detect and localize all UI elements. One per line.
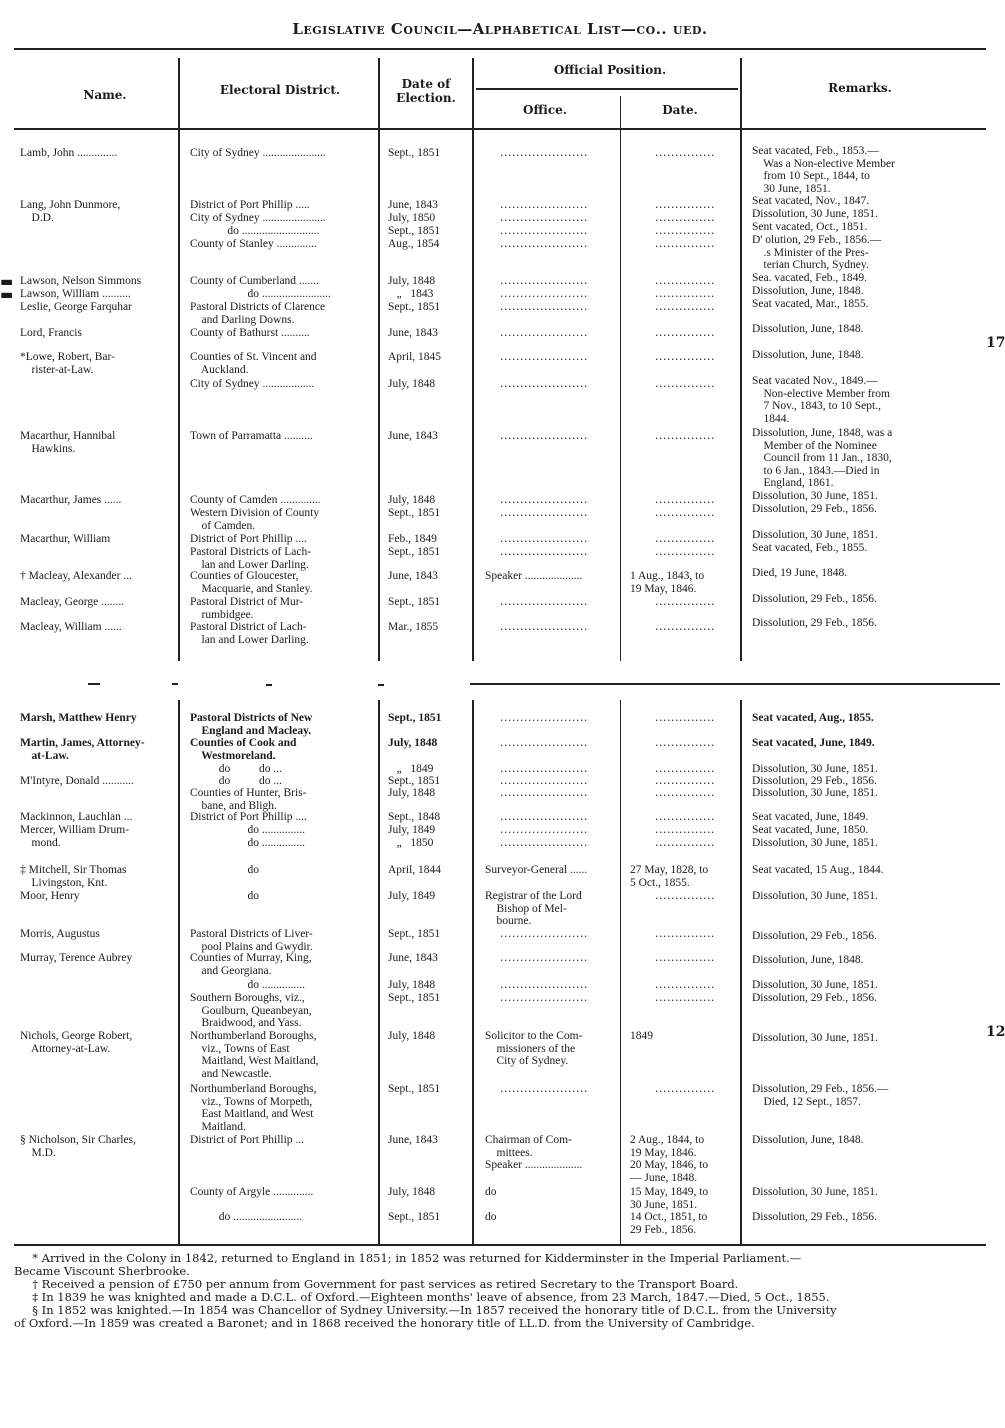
electoral-district: District of Port Phillip .... [190, 533, 307, 545]
remarks: Dissolution, June, 1848. [752, 349, 864, 361]
election-date: June, 1843 [388, 1134, 438, 1146]
member-name: Martin, James, Attorney- at-Law. [20, 737, 145, 762]
office-empty-dots: ...................... [500, 991, 588, 1004]
office-empty-dots: ...................... [500, 493, 588, 506]
member-name: Morris, Augustus [20, 928, 100, 940]
election-date: June, 1843 [388, 952, 438, 964]
date-empty-dots: ............... [655, 991, 715, 1004]
office-date: 27 May, 1828, to 5 Oct., 1855. [630, 864, 709, 889]
office-held: do [485, 1211, 497, 1223]
office-date: 2 Aug., 1844, to 19 May, 1846. 20 May, 1846, to — June, 1848. [630, 1134, 709, 1184]
footer-rule [14, 1244, 986, 1246]
footnote-line: † Received a pension of £750 per annum from Government for past services as retired Secretary to the Transport Board. [14, 1277, 739, 1291]
date-empty-dots: ............... [655, 620, 715, 633]
office-empty-dots: ...................... [500, 774, 588, 787]
office-empty-dots: ...................... [500, 836, 588, 849]
electoral-district: District of Port Phillip .... [190, 811, 307, 823]
electoral-district: Pastoral Districts of Clarence and Darling Downs. [190, 301, 326, 326]
office-empty-dots: ...................... [500, 146, 588, 159]
member-name: Lord, Francis [20, 327, 82, 339]
electoral-district: Counties of Gloucester, Macquarie, and Stanley. [190, 570, 313, 595]
electoral-district: Northumberland Boroughs, viz., Towns of Morpeth, East Maitland, and West Maitland. [190, 1083, 317, 1133]
member-name: *Lowe, Robert, Bar- rister-at-Law. [20, 351, 115, 376]
section-separator-dash-4 [378, 684, 384, 686]
electoral-district: Town of Parramatta .......... [190, 430, 313, 442]
electoral-district: County of Cumberland ....... [190, 275, 320, 287]
electoral-district: Counties of St. Vincent and Auckland. [190, 351, 317, 376]
remarks: Dissolution, June, 1848. [752, 323, 864, 335]
header-name: Name. [83, 88, 127, 102]
election-date: July, 1849 [388, 824, 436, 836]
member-name: Macarthur, William [20, 533, 111, 545]
election-date: July, 1848 [388, 787, 436, 799]
election-date: „ 1850 [388, 837, 434, 849]
office-empty-dots: ...................... [500, 429, 588, 442]
column-divider-election-2 [472, 700, 474, 1245]
remarks: Dissolution, 30 June, 1851. [752, 763, 878, 775]
remarks: Dissolution, 29 Feb., 1856. [752, 1211, 877, 1223]
date-empty-dots: ............... [655, 978, 715, 991]
electoral-district: do ............... [190, 979, 305, 991]
election-date: July, 1848 [388, 378, 436, 390]
date-empty-dots: ............... [655, 287, 715, 300]
date-empty-dots: ............... [655, 736, 715, 749]
office-empty-dots: ...................... [500, 545, 588, 558]
electoral-district: Pastoral District of Mur- rumbidgee. [190, 596, 304, 621]
date-empty-dots: ............... [655, 927, 715, 940]
date-empty-dots: ............... [655, 224, 715, 237]
remarks: Dissolution, 30 June, 1851. [752, 1032, 878, 1044]
column-divider-district [378, 58, 380, 661]
remarks: Dissolution, 30 June, 1851. [752, 208, 878, 220]
member-name: Lawson, Nelson Simmons [20, 275, 142, 287]
date-empty-dots: ............... [655, 350, 715, 363]
electoral-district: do do ... [190, 775, 282, 787]
election-date: Sept., 1851 [388, 775, 441, 787]
office-empty-dots: ...................... [500, 951, 588, 964]
electoral-district: do [190, 890, 259, 902]
remarks: Dissolution, June, 1848. [752, 285, 864, 297]
electoral-district: do [190, 864, 259, 876]
office-empty-dots: ...................... [500, 810, 588, 823]
office-empty-dots: ...................... [500, 823, 588, 836]
section-separator-dash-2 [172, 683, 178, 685]
election-date: Sept., 1851 [388, 596, 441, 608]
office-held: Speaker .................... [485, 570, 583, 582]
header-bottom-rule [14, 128, 986, 130]
date-empty-dots: ............... [655, 774, 715, 787]
election-date: Feb., 1849 [388, 533, 437, 545]
remarks: Dissolution, June, 1848. [752, 954, 864, 966]
office-empty-dots: ...................... [500, 350, 588, 363]
election-date: July, 1848 [388, 1030, 436, 1042]
election-date: June, 1843 [388, 570, 438, 582]
remarks: Dissolution, 30 June, 1851. [752, 1186, 878, 1198]
footnote-line: * Arrived in the Colony in 1842, returned to England in 1851; in 1852 was returned for Kidderminster in the Imperial Parliament.— [14, 1251, 802, 1265]
header-remarks: Remarks. [828, 81, 892, 95]
office-empty-dots: ...................... [500, 762, 588, 775]
member-name: § Nicholson, Sir Charles, M.D. [20, 1134, 136, 1159]
date-empty-dots: ............... [655, 493, 715, 506]
electoral-district: County of Bathurst .......... [190, 327, 310, 339]
date-empty-dots: ............... [655, 595, 715, 608]
electoral-district: District of Port Phillip ..... [190, 199, 310, 211]
office-held: do [485, 1186, 497, 1198]
date-empty-dots: ............... [655, 274, 715, 287]
office-empty-dots: ...................... [500, 978, 588, 991]
election-date: Sept., 1851 [388, 992, 441, 1004]
electoral-district: Pastoral Districts of Lach- lan and Lower Darling. [190, 546, 312, 571]
footnote-line: § In 1852 was knighted.—In 1854 was Chancellor of Sydney University.—In 1857 received the honorary title of D.C.L. from the University [14, 1303, 837, 1317]
date-empty-dots: ............... [655, 237, 715, 250]
electoral-district: District of Port Phillip ... [190, 1134, 305, 1146]
date-empty-dots: ............... [655, 786, 715, 799]
date-empty-dots: ............... [655, 836, 715, 849]
office-held: Chairman of Com- mittees. Speaker .................... [485, 1134, 583, 1172]
member-name: † Macleay, Alexander ... [20, 570, 132, 582]
electoral-district: Pastoral District of Lach- lan and Lower Darling. [190, 621, 309, 646]
election-date: June, 1843 [388, 199, 438, 211]
election-date: Sept., 1851 [388, 928, 441, 940]
remarks: Seat vacated, June, 1849. [752, 811, 869, 823]
remarks: Dissolution, 29 Feb., 1856. [752, 930, 877, 942]
header-office: Office. [523, 103, 567, 117]
remarks: Dissolution, 29 Feb., 1856.— Died, 12 Sept., 1857. [752, 1083, 889, 1108]
column-divider-office-2 [620, 700, 621, 1245]
office-date: 1 Aug., 1843, to 19 May, 1846. [630, 570, 705, 595]
election-date: April, 1845 [388, 351, 442, 363]
electoral-district: Counties of Cook and Westmoreland. [190, 737, 297, 762]
election-date: Sept., 1851 [388, 1211, 441, 1223]
member-name: Mercer, William Drum- mond. [20, 824, 130, 849]
office-empty-dots: ...................... [500, 595, 588, 608]
remarks: Seat vacated, Aug., 1855. [752, 712, 874, 724]
electoral-district: City of Sydney ...................... [190, 147, 326, 159]
election-date: April, 1844 [388, 864, 442, 876]
election-date: July, 1848 [388, 494, 436, 506]
header-top-rule [14, 48, 986, 50]
electoral-district: County of Argyle .............. [190, 1186, 314, 1198]
date-empty-dots: ............... [655, 300, 715, 313]
remarks: Dissolution, 29 Feb., 1856. [752, 992, 877, 1004]
office-empty-dots: ...................... [500, 711, 588, 724]
remarks: Dissolution, 30 June, 1851. [752, 490, 878, 502]
office-empty-dots: ...................... [500, 237, 588, 250]
section-separator-dash-1 [88, 683, 100, 685]
footnote-line: Became Viscount Sherbrooke. [14, 1264, 190, 1278]
remarks: Dissolution, 30 June, 1851. [752, 890, 878, 902]
column-divider-name-2 [178, 700, 180, 1245]
remarks: Seat vacated, 15 Aug., 1844. [752, 864, 884, 876]
electoral-district: Northumberland Boroughs, viz., Towns of East Maitland, West Maitland, and Newcastle. [190, 1030, 319, 1080]
date-empty-dots: ............... [655, 532, 715, 545]
remarks: Dissolution, 30 June, 1851. [752, 837, 878, 849]
column-divider-name [178, 58, 180, 661]
election-date: July, 1848 [388, 737, 438, 749]
date-empty-dots: ............... [655, 545, 715, 558]
margin-arrow-2: ▬ [0, 287, 14, 303]
office-empty-dots: ...................... [500, 274, 588, 287]
remarks: Dissolution, 29 Feb., 1856. [752, 593, 877, 605]
electoral-district: City of Sydney .................. [190, 378, 315, 390]
election-date: July, 1850 [388, 212, 436, 224]
election-date: June, 1843 [388, 327, 438, 339]
date-empty-dots: ............... [655, 377, 715, 390]
election-date: Sept., 1851 [388, 301, 441, 313]
electoral-district: Southern Boroughs, viz., Goulburn, Queanbeyan, Braidwood, and Yass. [190, 992, 312, 1030]
remarks: Dissolution, June, 1848, was a Member of the Nominee Council from 11 Jan., 1830, to 6 Jan., 1843.—Died in England, 1861. [752, 427, 893, 490]
footnotes [14, 1252, 984, 1330]
remarks: Dissolution, 29 Feb., 1856. [752, 617, 877, 629]
remarks: Seat vacated, Nov., 1847. [752, 195, 870, 207]
member-name: Macarthur, James ...... [20, 494, 122, 506]
electoral-district: Pastoral Districts of Liver- pool Plains and Gwydir. [190, 928, 313, 953]
office-held: Registrar of the Lord Bishop of Mel- bourne. [485, 890, 582, 928]
remarks: Dissolution, 29 Feb., 1856. [752, 775, 877, 787]
office-held: Surveyor-General ...... [485, 864, 588, 876]
electoral-district: Counties of Murray, King, and Georgiana. [190, 952, 312, 977]
date-empty-dots: ............... [655, 211, 715, 224]
office-empty-dots: ...................... [500, 927, 588, 940]
remarks: Dissolution, June, 1848. [752, 1134, 864, 1146]
office-empty-dots: ...................... [500, 1082, 588, 1095]
electoral-district: do ............... [190, 824, 305, 836]
electoral-district: do ........................ [190, 1211, 303, 1223]
office-empty-dots: ...................... [500, 532, 588, 545]
electoral-district: County of Camden .............. [190, 494, 321, 506]
election-date: Aug., 1854 [388, 238, 440, 250]
footnote-line: ‡ In 1839 he was knighted and made a D.C.L. of Oxford.—Eighteen months' leave of absence, from 23 March, 1847.—Died, 5 Oct., 1855. [14, 1290, 830, 1304]
column-divider-election [472, 58, 474, 661]
column-divider-district-2 [378, 700, 380, 1245]
electoral-district: Western Division of County of Camden. [190, 507, 320, 532]
electoral-district: Pastoral Districts of New England and Macleay. [190, 712, 313, 737]
margin-mark-top: 17 [986, 335, 1005, 351]
header-date: Date. [662, 103, 698, 117]
electoral-district: County of Stanley .............. [190, 238, 317, 250]
remarks: Seat vacated, Mar., 1855. [752, 298, 869, 310]
section-separator [470, 683, 1000, 685]
date-empty-dots: ............... [655, 951, 715, 964]
footnote-line: of Oxford.—In 1859 was created a Baronet; and in 1868 received the honorary title of LL.D. from the University of Cambridge. [14, 1316, 755, 1330]
column-divider-date-2 [740, 700, 742, 1245]
election-date: Sept., 1851 [388, 507, 441, 519]
section-separator-dash-3 [266, 684, 272, 686]
member-name: Moor, Henry [20, 890, 80, 902]
date-empty-dots: ............... [655, 198, 715, 211]
election-date: Sept., 1851 [388, 225, 441, 237]
remarks: Seat vacated, Feb., 1853.— Was a Non-elective Member from 10 Sept., 1844, to 30 June, 1851. [752, 145, 895, 195]
date-empty-dots: ............... [655, 762, 715, 775]
office-empty-dots: ...................... [500, 620, 588, 633]
office-held: Solicitor to the Com- missioners of the City of Sydney. [485, 1030, 583, 1068]
member-name: Leslie, George Farquhar [20, 301, 132, 313]
remarks: Seat vacated, Feb., 1855. [752, 542, 868, 554]
column-divider-date [740, 58, 742, 661]
election-date: July, 1848 [388, 1186, 436, 1198]
election-date: July, 1848 [388, 979, 436, 991]
margin-arrow-1: ▬ [0, 274, 14, 290]
election-date: Sept., 1851 [388, 712, 442, 724]
election-date: Mar., 1855 [388, 621, 439, 633]
page-title: Legislative Council—Alphabetical List—co.. ued. [292, 20, 708, 38]
remarks: Seat vacated Nov., 1849.— Non-elective Member from 7 Nov., 1843, to 10 Sept., 1844. [752, 375, 890, 425]
member-name: Macleay, George ........ [20, 596, 125, 608]
date-empty-dots: ............... [655, 146, 715, 159]
office-empty-dots: ...................... [500, 506, 588, 519]
header-district: Electoral District. [219, 83, 341, 97]
member-name: Nichols, George Robert, Attorney-at-Law. [20, 1030, 133, 1055]
election-date: „ 1849 [388, 763, 434, 775]
election-date: July, 1849 [388, 890, 436, 902]
date-empty-dots: ............... [655, 506, 715, 519]
date-empty-dots: ............... [655, 429, 715, 442]
election-date: Sept., 1848 [388, 811, 441, 823]
member-name: Macleay, William ...... [20, 621, 122, 633]
remarks: Seat vacated, June, 1850. [752, 824, 869, 836]
office-empty-dots: ...................... [500, 300, 588, 313]
office-empty-dots: ...................... [500, 736, 588, 749]
remarks: Dissolution, 30 June, 1851. [752, 529, 878, 541]
header-official-position: Official Position. [553, 63, 667, 77]
office-empty-dots: ...................... [500, 287, 588, 300]
election-date: Sept., 1851 [388, 147, 441, 159]
remarks: Dissolution, 29 Feb., 1856. [752, 503, 877, 515]
member-name: Lamb, John .............. [20, 147, 118, 159]
margin-mark-bottom: 12 [986, 1024, 1005, 1040]
date-empty-dots: ............... [655, 1082, 715, 1095]
office-empty-dots: ...................... [500, 198, 588, 211]
member-name: M'Intyre, Donald ........... [20, 775, 134, 787]
election-date: „ 1843 [388, 288, 434, 300]
remarks: Dissolution, 30 June, 1851. [752, 787, 878, 799]
electoral-district: City of Sydney ...................... [190, 212, 326, 224]
election-date: July, 1848 [388, 275, 436, 287]
member-name: Macarthur, Hannibal Hawkins. [20, 430, 116, 455]
member-name: Marsh, Matthew Henry [20, 712, 137, 724]
election-date: Sept., 1851 [388, 1083, 441, 1095]
member-name: Lang, John Dunmore, D.D. [20, 199, 121, 224]
electoral-district: do ............... [190, 837, 305, 849]
date-empty-dots: ............... [655, 810, 715, 823]
member-name: Murray, Terence Aubrey [20, 952, 133, 964]
office-date: 15 May, 1849, to 30 June, 1851. [630, 1186, 709, 1211]
election-date: June, 1843 [388, 430, 438, 442]
office-empty-dots: ...................... [500, 326, 588, 339]
remarks: Seat vacated, June, 1849. [752, 737, 875, 749]
date-empty-dots: ............... [655, 889, 715, 902]
remarks: Died, 19 June, 1848. [752, 567, 848, 579]
remarks: D' olution, 29 Feb., 1856.— .s Minister of the Pres- terian Church, Sydney. [752, 234, 882, 272]
remarks: Dissolution, 30 June, 1851. [752, 979, 878, 991]
office-empty-dots: ...................... [500, 211, 588, 224]
electoral-district: Counties of Hunter, Bris- bane, and Bligh. [190, 787, 307, 812]
date-empty-dots: ............... [655, 711, 715, 724]
official-position-rule [476, 88, 738, 90]
office-empty-dots: ...................... [500, 377, 588, 390]
remarks: Sea. vacated, Feb., 1849. [752, 272, 867, 284]
electoral-district: do ........................... [190, 225, 320, 237]
header-date-of-election: Date of Election. [396, 77, 456, 105]
date-empty-dots: ............... [655, 823, 715, 836]
member-name: Mackinnon, Lauchlan ... [20, 811, 133, 823]
electoral-district: do do ... [190, 763, 282, 775]
member-name: ‡ Mitchell, Sir Thomas Livingston, Knt. [20, 864, 127, 889]
remarks: Sent vacated, Oct., 1851. [752, 221, 868, 233]
office-empty-dots: ...................... [500, 786, 588, 799]
office-date: 1849 [630, 1030, 653, 1042]
date-empty-dots: ............... [655, 326, 715, 339]
electoral-district: do ........................ [190, 288, 331, 300]
office-date: 14 Oct., 1851, to 29 Feb., 1856. [630, 1211, 708, 1236]
member-name: Lawson, William .......... [20, 288, 131, 300]
office-empty-dots: ...................... [500, 224, 588, 237]
election-date: Sept., 1851 [388, 546, 441, 558]
column-divider-office [620, 96, 621, 661]
